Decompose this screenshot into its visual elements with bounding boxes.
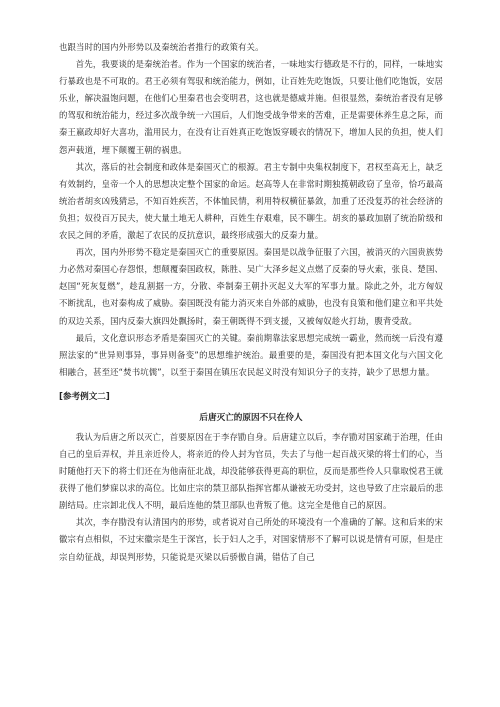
essay-title: 后唐灭亡的原因不只在伶人 bbox=[199, 412, 303, 423]
paragraph-situation: 再次，国内外形势不稳定是秦国灭亡的重要原因。秦国是以战争征服了六国，被消灭的六国贵族势力必然对秦国心存怨恨，想颠覆秦国政权，陈胜、吴广大泽乡起义点燃了反秦的导火索，张良、楚国、赵国“死灰复燃”，趁乱割据一方，分散、牵制秦王朝扑灭起义大军的军事力量。除此之外，北方匈奴不断扰乱，也对秦构成了威胁。秦国既没有能力消灭来自外部的威胁，也没有良策和他们建立和平共处的双边关系，国内反秦大旗四处飘扬时，秦王朝既得不到支援，又被匈奴趁火打劫，腹背受敌。 bbox=[59, 247, 443, 326]
paragraph-rulers: 首先，我要谈的是秦统治者。作为一个国家的统治者，一味地实行德政是不行的，同样，一味地实行暴政也是不可取的。君王必须有驾驭和统治能力，例如，让百姓先吃饱饭，只要让他们吃饱饭，安居乐业，解决温饱问题，在他们心里秦君也会变明君，这也就是德威并施。但很显然，秦统治者没有足够的驾驭和统治能力，经过多次战争统一六国后，人们饱受战争带来的苦难，正是需要休养生息之际，而秦王嬴政却好大喜功，滥用民力，在没有让百姓真正吃饱饭穿暖衣的情况下，增加人民的负担，使人们怨声载道，埋下颠覆王朝的祸患。 bbox=[59, 59, 443, 155]
paragraph-continuation: 也跟当时的国内外形势以及秦统治者推行的政策有关。 bbox=[59, 42, 264, 52]
paragraph-system: 其次，落后的社会制度和政体是秦国灭亡的根源。君主专制中央集权制度下，君权至高无上，缺乏有效制约，皇帝一个人的思想决定整个国家的命运。赵高等人在非常时期独揽朝政窃了皇帝，恰巧最高统治者胡亥凶残猜忌，不知百姓疾苦，不体恤民情，利用特权横征暴敛，加重了还没复苏的社会经济的负担；奴役百万民夫，使大量土地无人耕种，百姓生存艰难，民不聊生。胡亥的暴政加剧了统治阶级和农民之间的矛盾，激起了农民的反抗意识，最终形成强大的反秦力量。 bbox=[59, 161, 443, 241]
paragraph-culture: 最后，文化意识形态矛盾是秦国灭亡的关键。秦前期靠法家思想完成统一霸业，然而统一后没有遵照法家的“世异则事异，事异则备变”的思想维护统治。最重要的是，秦国没有把本国文化与六国文化相融合，甚至还“焚书坑儒”，以至于秦国在镇压农民起义时没有知识分子的支持，缺少了思想力量。 bbox=[59, 332, 443, 377]
paragraph-first-reason: 我认为后唐之所以灭亡，首要原因在于李存勖自身。后唐建立以后，李存勖对国家疏于治理，任由自己的皇后弄权，并且亲近伶人，将亲近的伶人封为官员，失去了与他一起百战灭梁的将士们的心，当时随他打天下的将士们还在为他南征北战，却没能够获得更高的职位，反而是那些伶人只靠取悦君王就获得了他们梦寐以求的高位。比如庄宗的禁卫部队指挥官都从谦被无功受封，这也导致了庄宗最后的悲剧结局。庄宗卸北伐人不明，最后连他的禁卫部队也背叛了他。这完全是他自己的原因。 bbox=[59, 431, 443, 511]
example-label: [参考例文二] bbox=[59, 391, 110, 402]
paragraph-second-reason: 其次，李存勖没有认清国内的形势，或者说对自己所处的环境没有一个准确的了解。这和后来的宋徽宗有点相似，不过宋徽宗是生于深宫，长于妇人之手，对国家情形不了解可以说是情有可原，但是庄宗自幼征战，却误判形势，只能说是灭梁以后骄傲自满，错估了自己 bbox=[59, 517, 443, 562]
document-page bbox=[59, 39, 443, 566]
